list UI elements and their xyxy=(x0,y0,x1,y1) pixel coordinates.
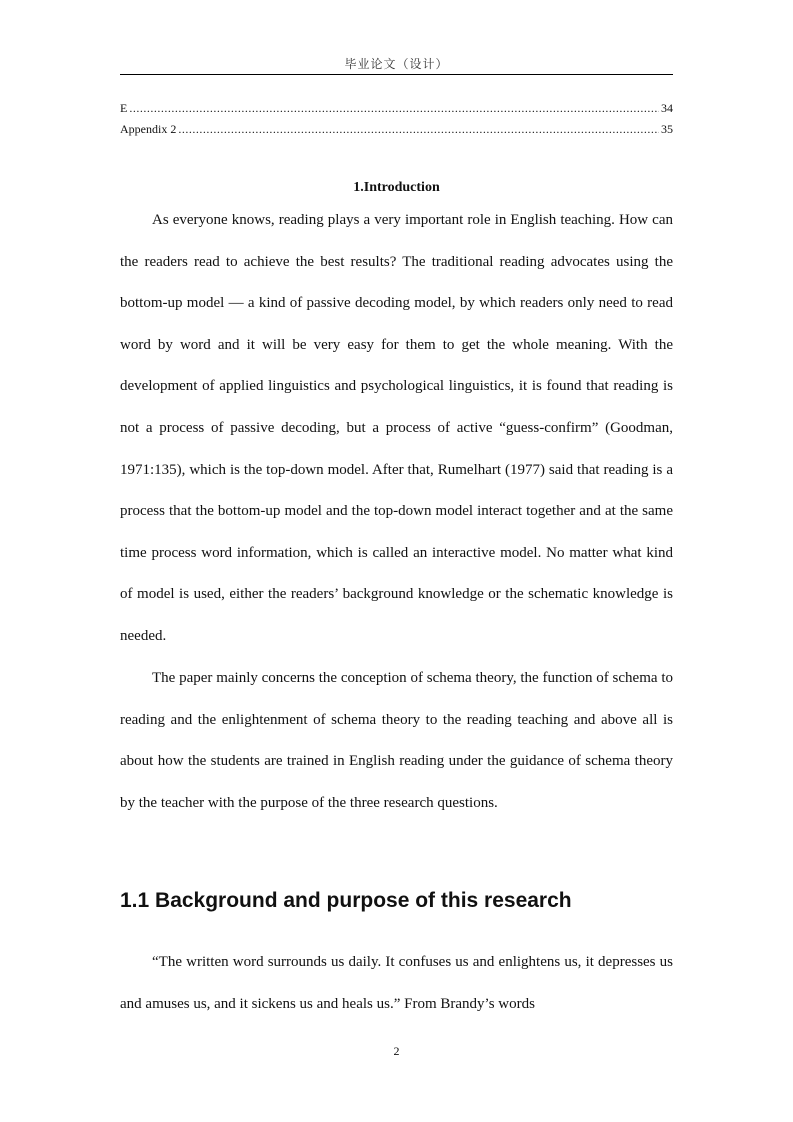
body-paragraph-block xyxy=(120,200,673,658)
toc-leader-dots xyxy=(129,98,659,119)
body-paragraph: The paper mainly concerns the conception of schema theory, the function of schema to reading and the enlightenment of schema theory to the reading teaching and above all is about how the students are trained in English reading under the guidance of schema theory by the teacher with the purpose of the three research questions. xyxy=(120,670,673,811)
toc-entry-label: E xyxy=(120,101,128,115)
body-paragraph: As everyone knows, reading plays a very important role in English teaching. How can the readers read to achieve the best results? The traditional reading advocates using the bottom-up model — a kind of passive decoding model, by which readers only need to read word by word and it will be very easy for them to get the whole meaning. With the development of applied linguistics and psychological linguistics, it is found that reading is not a process of passive decoding, but a process of active “guess-confirm” (Goodman, 1971:135), which is the top-down model. After that, Rumelhart (1977) said that reading is a process that the bottom-up model and the top-down model interact together and at the same time process word information, which is called an interactive model. No matter what kind of model is used, either the readers’ background knowledge or the schematic knowledge is needed. xyxy=(120,212,673,644)
toc-entry[interactable] xyxy=(120,119,673,140)
toc-entry-label: Appendix 2 xyxy=(120,122,177,136)
body-paragraph: “The written word surrounds us daily. It confuses us and enlightens us, it depresses us and amuses us, and it sickens us and heals us.” From Brandy’s words xyxy=(120,954,673,1012)
section-heading: 1.Introduction xyxy=(353,180,440,195)
toc-entry-page: 34 xyxy=(661,101,673,115)
body-paragraph-block xyxy=(120,942,673,1028)
toc-leader-dots xyxy=(178,119,659,140)
running-header: 毕业论文（设计） xyxy=(344,57,449,71)
header-rule xyxy=(120,74,673,75)
page-number: 2 xyxy=(393,1044,400,1058)
body-paragraph-block xyxy=(120,658,673,824)
toc-entry-page: 35 xyxy=(661,122,673,136)
table-of-contents xyxy=(120,98,673,140)
toc-entry[interactable] xyxy=(120,98,673,119)
subsection-heading: 1.1 Background and purpose of this research xyxy=(120,889,572,912)
